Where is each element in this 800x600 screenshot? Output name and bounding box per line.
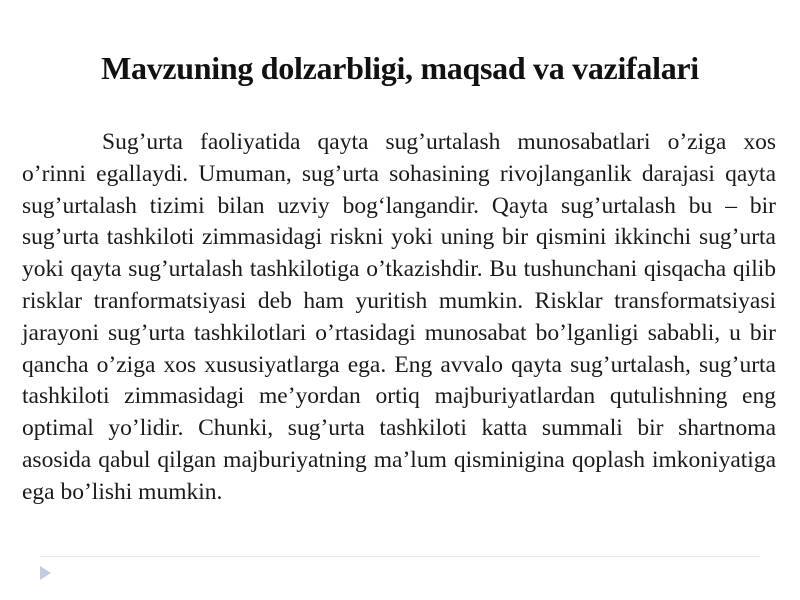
slide-title: Mavzuning dolzarbligi, maqsad va vazifalari — [101, 50, 699, 86]
footer-divider — [40, 556, 760, 557]
slide-body-text: Sug’urta faoliyatida qayta sug’urtalash munosabatlari o’ziga xos o’rinni egallaydi. Umuman, sug’urta sohasining rivojlanganlik darajasi qayta sug’urtalash tizimi bilan uzviy bog‘langandir. Qayta sug’urtalash bu – bir sug’urta tashkiloti zimmasidagi riskni yoki uning bir qismini ikkinchi sug’urta yoki qayta sug’urtalash tashkilotiga o’tkazishdir. Bu tushunchani qisqacha qilib risklar tranformatsiyasi deb ham yuritish mumkin. Risklar transformatsiyasi jarayoni sug’urta tashkilotlari o’rtasidagi munosabat bo’lganligi sababli, u bir qancha o’ziga xos xususiyatlarga ega. Eng avvalo qayta sug’urtalash, sug’urta tashkiloti zimmasidagi me’yordan ortiq majburiyatlardan qutulishning eng optimal yo’lidir. Chunki, sug’urta tashkiloti katta summali bir shartnoma asosida qabul qilgan majburiyatning ma’lum qisminigina qoplash imkoniyatiga ega bo’lishi mumkin. — [22, 129, 776, 505]
next-slide-button[interactable] — [38, 565, 52, 581]
play-arrow-icon — [38, 565, 52, 581]
